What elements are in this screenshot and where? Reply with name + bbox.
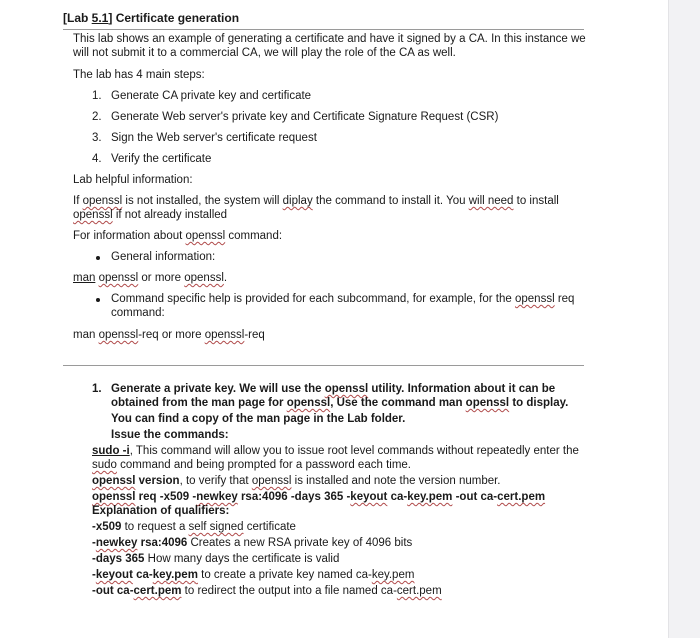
- general-info: General information:: [111, 251, 216, 263]
- qualifier-keyout: [92, 568, 414, 582]
- openssl-word: openssl: [92, 475, 136, 487]
- text: -: [92, 569, 96, 581]
- text: For information about: [73, 230, 186, 242]
- install-line-1: [73, 194, 559, 208]
- openssl-word: openssl: [82, 195, 123, 207]
- text: utility. Information about it can be: [368, 383, 556, 395]
- section2-line-3: You can find a copy of the man page in the Lab folder.: [111, 413, 406, 425]
- cert-file-word: cert.pem: [396, 585, 442, 597]
- title-prefix: [Lab: [63, 11, 92, 25]
- will-need-phrase: will need: [468, 195, 514, 207]
- text: , to verify that: [179, 475, 252, 487]
- text: the command to install it. You: [312, 195, 469, 207]
- openssl-word: openssl: [98, 329, 139, 341]
- text: man: [73, 329, 99, 341]
- step-number: 1.: [92, 90, 102, 102]
- info-about-line: [73, 229, 282, 243]
- text: Command specific help is provided for each subcommand, for example, for the: [111, 293, 515, 305]
- page-gutter: [668, 0, 700, 638]
- text: , Use the command man: [330, 397, 466, 409]
- qualifier-name: ca-: [132, 569, 153, 581]
- intro-line-1: This lab shows an example of generating a certificate and have it signed by a CA. In this instance we: [73, 33, 586, 45]
- openssl-word: openssl: [73, 209, 113, 221]
- text: rsa:4096 -days 365 -: [237, 491, 351, 503]
- text: to request a: [121, 521, 189, 533]
- qualifier-name: rsa:4096: [137, 537, 188, 549]
- lab-title: [63, 11, 239, 25]
- text: if not already installed: [112, 209, 228, 221]
- bullet-icon: [96, 256, 100, 260]
- newkey-word: newkey: [95, 537, 138, 549]
- qualifier-name: -x509: [92, 521, 122, 533]
- text: is not installed, the system will: [122, 195, 283, 207]
- key-file-word: key.pem: [152, 569, 198, 581]
- intro-line-2: will not submit it to a commercial CA, we will play the role of the CA as well.: [73, 47, 456, 59]
- explanation-heading: Explanation of qualifiers:: [92, 505, 230, 517]
- sudo-flag: -i: [119, 445, 130, 457]
- step-text: Generate Web server's private key and Certificate Signature Request (CSR): [111, 111, 499, 123]
- req-command-line: [92, 490, 545, 504]
- man-req-line: [73, 328, 265, 342]
- step-number: 4.: [92, 153, 102, 165]
- text: command:: [225, 230, 283, 242]
- text: -req: [244, 329, 265, 341]
- openssl-word: openssl: [465, 397, 510, 409]
- openssl-word: openssl: [251, 475, 292, 487]
- sudo-word: sudo: [92, 445, 120, 457]
- text: certificate: [243, 521, 296, 533]
- text: or more: [138, 272, 185, 284]
- text: -out ca-: [452, 491, 498, 503]
- qualifier-days: [92, 552, 339, 566]
- steps-heading: The lab has 4 main steps:: [73, 69, 205, 81]
- qualifier-x509: [92, 520, 296, 534]
- man-word: man: [73, 272, 96, 284]
- openssl-word: openssl: [286, 397, 331, 409]
- text: , This command will allow you to issue root level commands without repeatedly enter the: [129, 445, 579, 457]
- install-line-2: [73, 208, 227, 222]
- step-text: Verify the certificate: [111, 153, 212, 165]
- text: -: [92, 537, 96, 549]
- section2-line-2: [111, 396, 568, 410]
- text: If: [73, 195, 83, 207]
- key-file-word: key.pem: [371, 569, 415, 581]
- key-file-word: key.pem: [407, 491, 453, 503]
- bullet-icon: [96, 298, 100, 302]
- openssl-word: openssl: [185, 230, 226, 242]
- version-word: version: [135, 475, 180, 487]
- openssl-word: openssl: [204, 329, 245, 341]
- text: is installed and note the version number.: [291, 475, 501, 487]
- text: .: [223, 272, 228, 284]
- text: ca-: [387, 491, 408, 503]
- sudo-line-1: [92, 444, 579, 458]
- keyout-word: keyout: [350, 491, 388, 503]
- section-divider: [63, 365, 584, 366]
- title-rule: [63, 29, 584, 30]
- text: to redirect the output into a file named ca-: [181, 585, 397, 597]
- text: to install: [513, 195, 559, 207]
- text: Generate a private key. We will use the: [111, 383, 325, 395]
- text: obtained from the man page for: [111, 397, 287, 409]
- self-signed-phrase: self signed: [188, 521, 244, 533]
- qualifier-name: -days 365: [92, 553, 145, 565]
- title-text: ] Certificate generation: [108, 11, 240, 25]
- issue-commands-heading: Issue the commands:: [111, 429, 229, 441]
- step-text: Generate CA private key and certificate: [111, 90, 312, 102]
- version-line: [92, 474, 501, 488]
- section2-line-1: [111, 382, 555, 396]
- section2-number: 1.: [92, 383, 102, 395]
- openssl-word: openssl: [92, 491, 136, 503]
- newkey-word: newkey: [196, 491, 238, 503]
- step-text: Sign the Web server's certificate request: [111, 132, 317, 144]
- sudo-word: sudo: [92, 459, 117, 471]
- qualifier-newkey: [92, 536, 412, 550]
- qualifier-out: [92, 584, 442, 598]
- text: to display.: [509, 397, 569, 409]
- cmd-help-line-2: command:: [111, 307, 165, 319]
- step-number: 3.: [92, 132, 102, 144]
- openssl-word: openssl: [184, 272, 224, 284]
- cert-file-word: cert.pem: [497, 491, 546, 503]
- text: How many days the certificate is valid: [144, 553, 340, 565]
- misspelled-word: diplay: [282, 195, 313, 207]
- text: -req or more: [138, 329, 205, 341]
- step-number: 2.: [92, 111, 102, 123]
- text: req: [554, 293, 575, 305]
- text: req -x509 -: [135, 491, 197, 503]
- sudo-line-2: [92, 458, 411, 472]
- openssl-word: openssl: [324, 383, 369, 395]
- title-number: 5.1: [91, 11, 109, 25]
- text: Creates a new RSA private key of 4096 bits: [187, 537, 413, 549]
- helpful-heading: Lab helpful information:: [73, 174, 193, 186]
- text: to create a private key named ca-: [197, 569, 372, 581]
- keyout-word: keyout: [95, 569, 133, 581]
- qualifier-name: -out ca-: [92, 585, 134, 597]
- openssl-word: openssl: [514, 293, 555, 305]
- openssl-word: openssl: [98, 272, 139, 284]
- cert-file-word: cert.pem: [133, 585, 182, 597]
- man-openssl-line: [73, 271, 227, 285]
- cmd-help-line-1: [111, 292, 574, 306]
- text: command and being prompted for a password each time.: [116, 459, 411, 471]
